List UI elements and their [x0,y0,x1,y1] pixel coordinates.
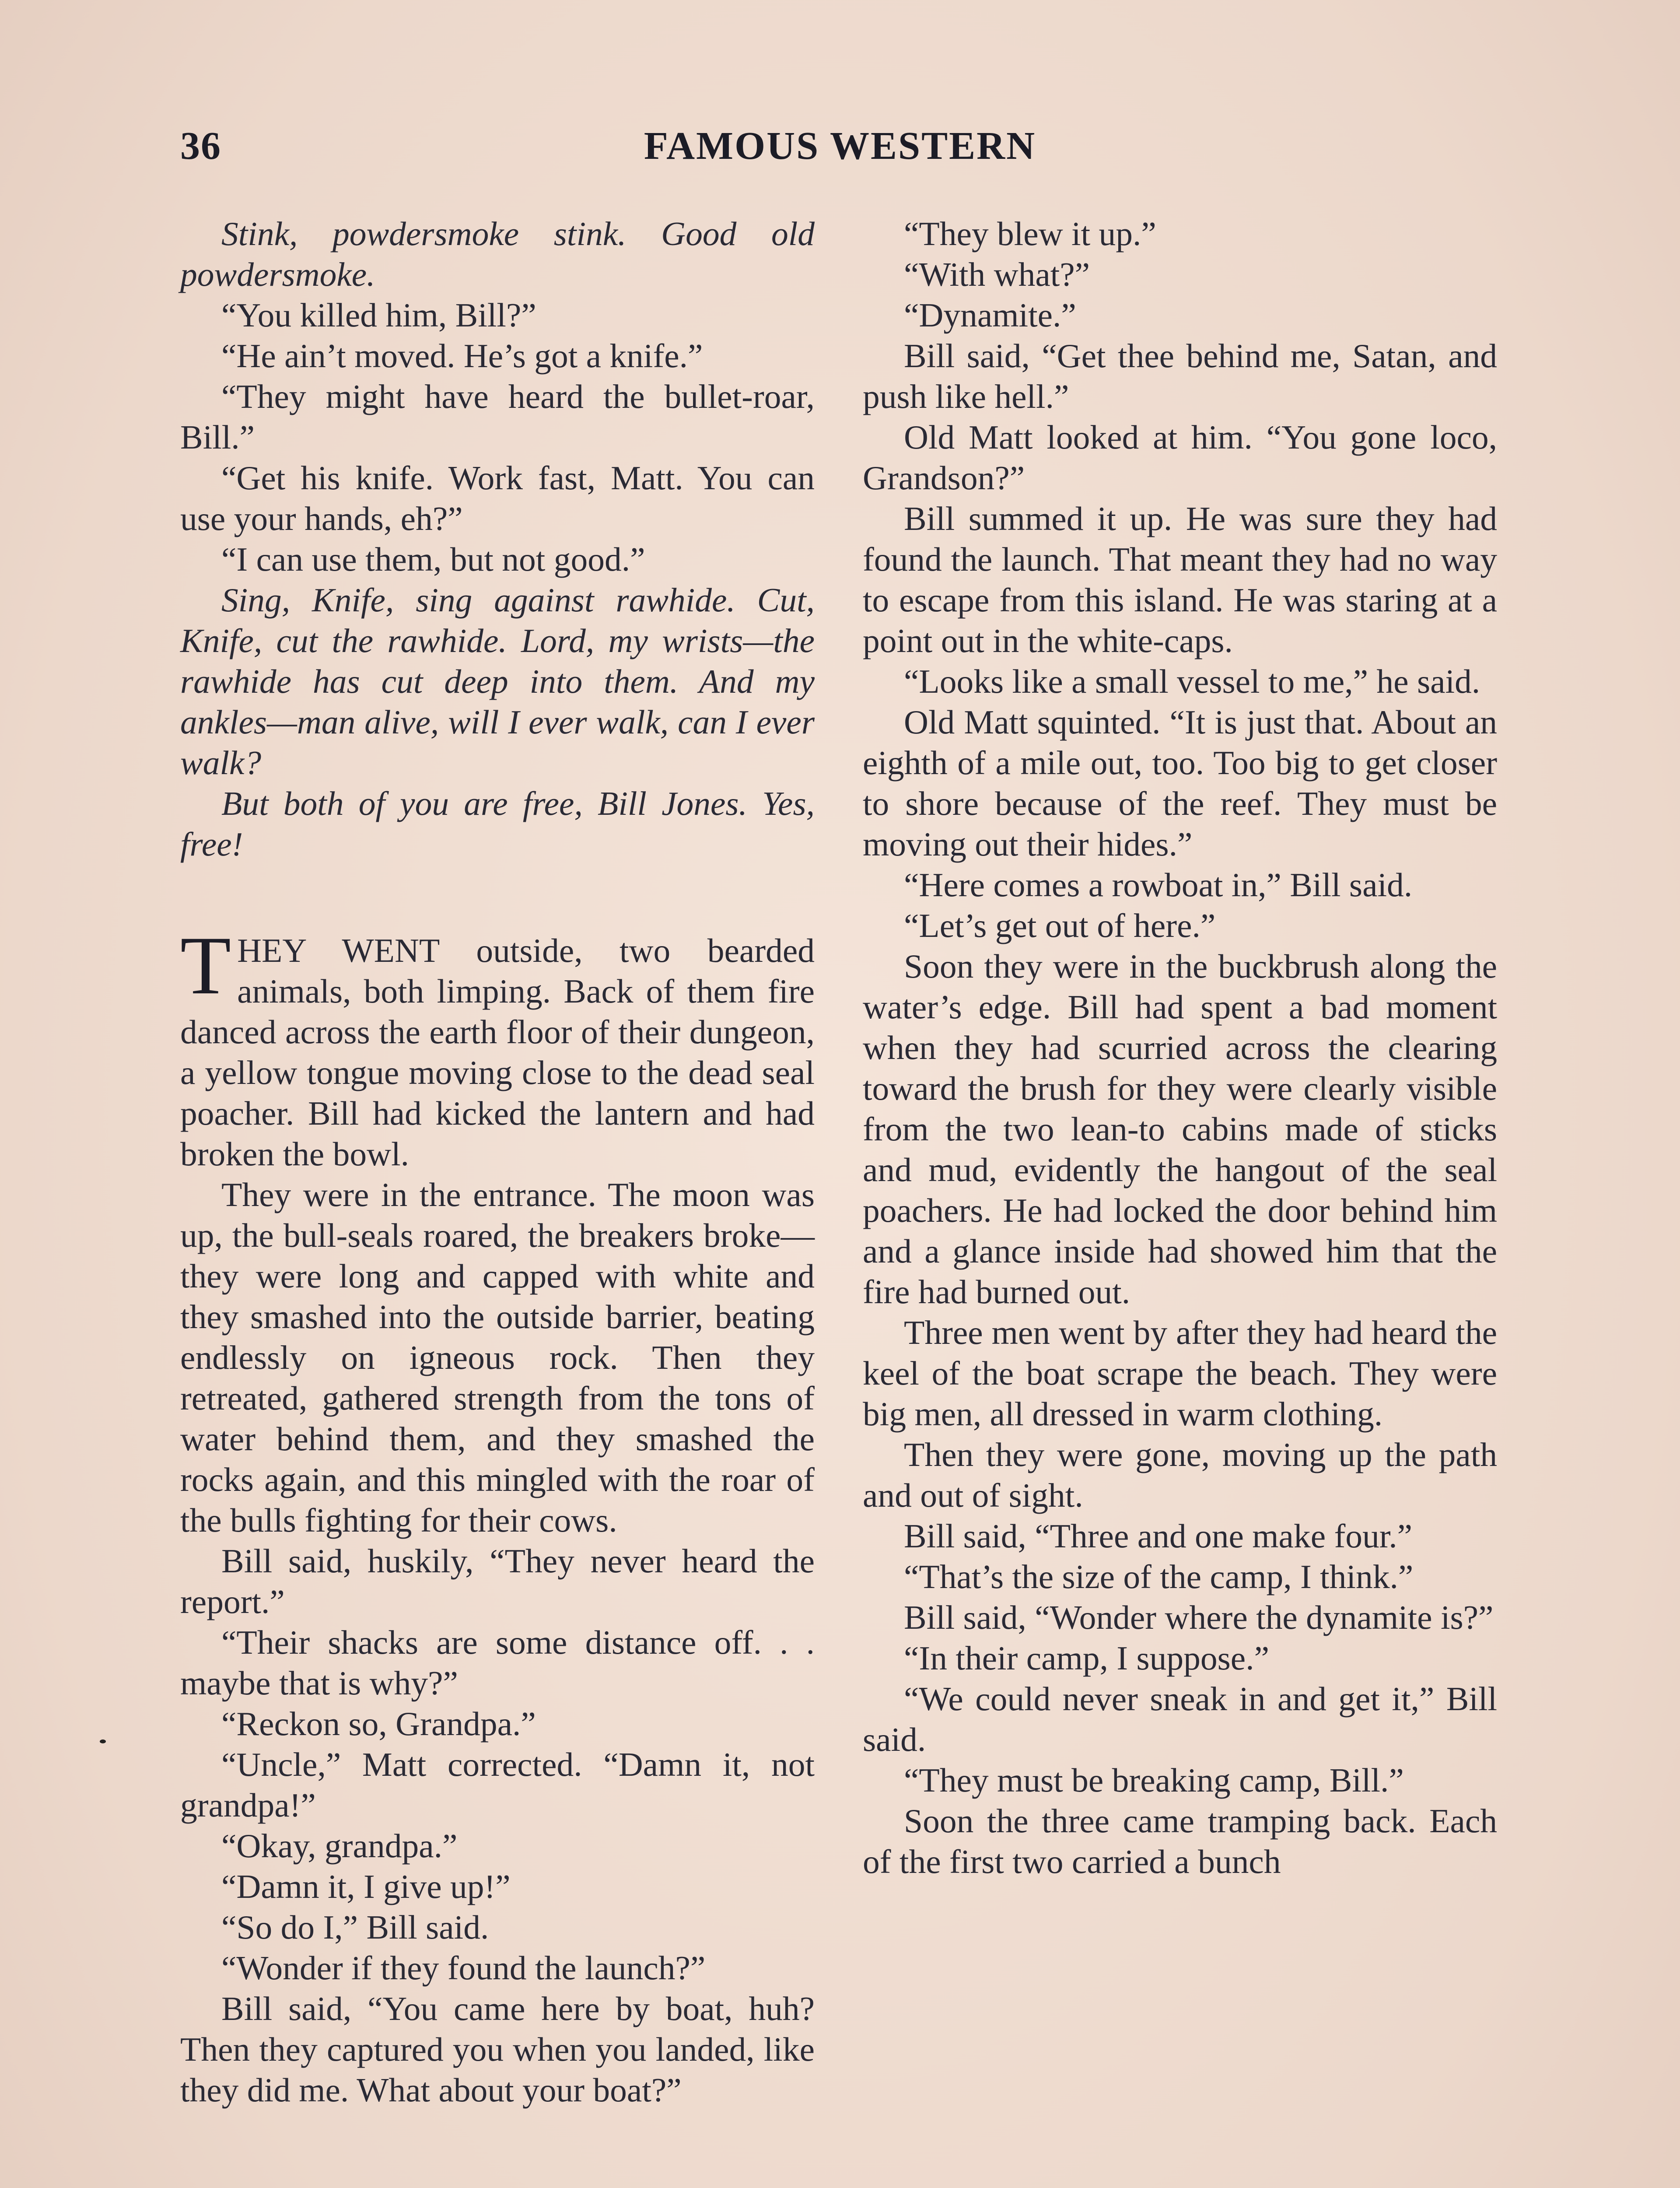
paragraph: Stink, powdersmoke stink. Good old powdersmoke. [180,215,815,293]
paragraph: Soon the three came tramping back. Each of the first two carried a bunch [863,1802,1497,1880]
paragraph: “They might have heard the bullet-roar, Bill.” [180,378,815,456]
paragraph: “They must be breaking camp, Bill.” [904,1761,1404,1799]
paragraph: “Damn it, I give up!” [221,1868,511,1905]
paragraph: Old Matt squinted. “It is just that. About an eighth of a mile out, too. Too big to get closer to shore because of the reef. They must be moving out their hides.” [863,703,1497,863]
ink-speck [100,1739,106,1743]
paragraph: “I can use them, but not good.” [221,540,645,578]
paragraph: “Okay, grandpa.” [221,1827,458,1865]
paragraph: Bill said, “You came here by boat, huh? Then they captured you when you landed, like they did me. What about your boat?” [180,1990,815,2109]
left-column [180,214,815,2111]
paragraph: “Dynamite.” [904,296,1076,334]
paragraph: “That’s the size of the camp, I think.” [904,1558,1414,1595]
paragraph: “Reckon so, Grandpa.” [221,1705,536,1743]
paragraph: Bill said, “Get thee behind me, Satan, and push like hell.” [863,337,1497,415]
paragraph: “Wonder if they found the launch?” [221,1949,706,1987]
paragraph: “So do I,” Bill said. [221,1908,489,1946]
paragraph: But both of you are free, Bill Jones. Yes, free! [180,785,815,863]
paragraph: “Get his knife. Work fast, Matt. You can use your hands, eh?” [180,459,815,537]
paragraph: Sing, Knife, sing against rawhide. Cut, Knife, cut the rawhide. Lord, my wrists—the rawhide has cut deep into them. And my ankles—man alive, will I ever walk, can I ever walk? [180,581,815,782]
paragraph: Bill said, “Wonder where the dynamite is?” [904,1599,1494,1636]
paragraph: “He ain’t moved. He’s got a knife.” [221,337,703,375]
drop-cap: T [180,920,231,1012]
page-number: 36 [180,124,221,168]
paragraph: “You killed him, Bill?” [221,296,536,334]
paragraph: Then they were gone, moving up the path and out of sight. [863,1436,1497,1514]
paragraph: “In their camp, I suppose.” [904,1639,1269,1677]
right-column [863,214,1497,1882]
paragraph: Three men went by after they had heard the keel of the boat scrape the beach. They were big men, all dressed in warm clothing. [863,1314,1497,1433]
paragraph: “Looks like a small vessel to me,” he said. [904,663,1480,700]
paragraph: “Let’s get out of here.” [904,907,1216,944]
paragraph: “With what?” [904,256,1090,293]
paragraph: Bill said, “Three and one make four.” [904,1517,1413,1555]
paragraph-text: HEY WENT outside, two bearded animals, both limping. Back of them fire danced across the earth floor of their dungeon, a yellow tongue moving close to the dead seal poacher. Bill had kicked the lantern and had broken the bowl. [180,932,815,1173]
paragraph: Bill summed it up. He was sure they had found the launch. That meant they had no way to escape from this island. He was staring at a point out in the white-caps. [863,500,1497,659]
paragraph: “Uncle,” Matt corrected. “Damn it, not grandpa!” [180,1746,815,1824]
paragraph: “We could never sneak in and get it,” Bill said. [863,1680,1497,1758]
paragraph-with-drop-cap [180,920,815,1175]
paragraph: “They blew it up.” [904,215,1156,252]
running-title: FAMOUS WESTERN [644,124,1036,168]
paragraph: Bill said, huskily, “They never heard the report.” [180,1542,815,1620]
paragraph: “Their shacks are some distance off. . . maybe that is why?” [180,1623,815,1702]
paragraph: Soon they were in the buckbrush along the water’s edge. Bill had spent a bad moment when they had scurried across the clearing toward the brush for they were clearly visible from the two lean-to cabins made of sticks and mud, evidently the hangout of the seal poachers. He had locked the door behind him and a glance inside had showed him that the fire had burned out. [863,947,1497,1311]
paragraph: “Here comes a rowboat in,” Bill said. [904,866,1413,904]
paragraph: Old Matt looked at him. “You gone loco, Grandson?” [863,418,1497,497]
paragraph: They were in the entrance. The moon was up, the bull-seals roared, the breakers broke—they were long and capped with white and they smashed into the outside barrier, beating endlessly on igneous rock. Then they retreated, gathered strength from the tons of water behind them, and they smashed the rocks again, and this mingled with the roar of the bulls fighting for their cows. [180,1176,815,1539]
